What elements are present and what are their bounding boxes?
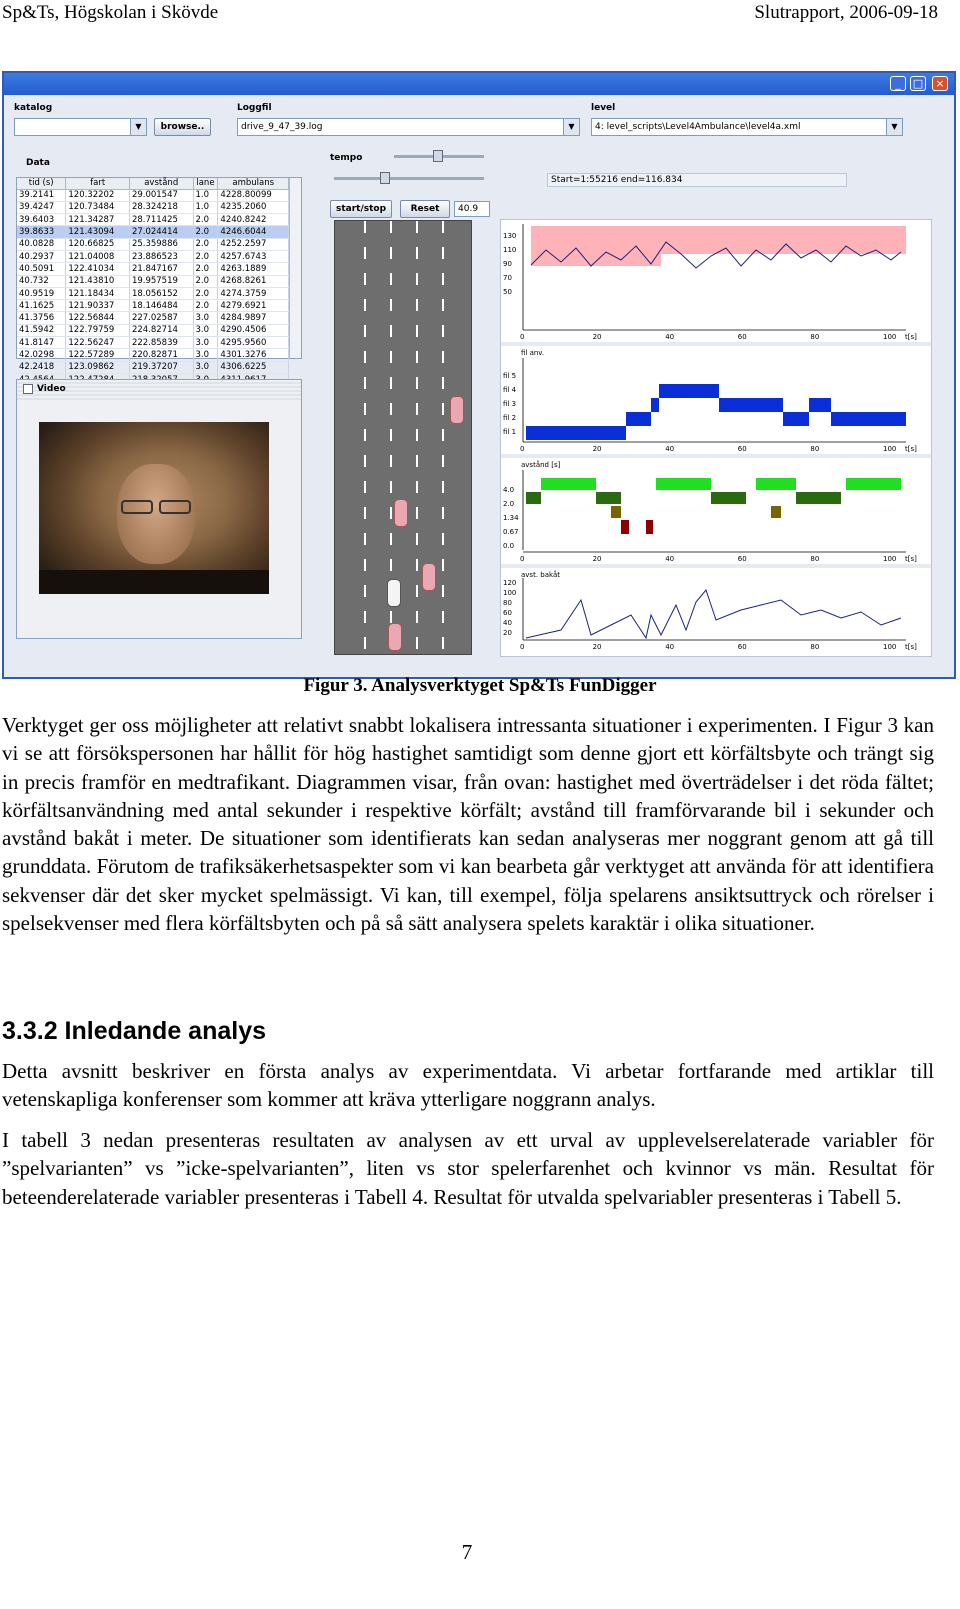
level-label: level <box>591 103 616 113</box>
table-cell: 39.2141 <box>17 189 66 201</box>
x-tick-label: 60 <box>737 445 747 453</box>
table-cell: 220.82871 <box>129 349 193 361</box>
paragraph-3: I tabell 3 nedan presenteras resultaten av analysen av ett urval av upplevelserelaterade variabler för ”spelvarianten” vs ”icke-spelvarianten”, liten vs stor spelerfarenhet och kvinnor vs män. Resultat för beteenderelaterade variabler presenteras i Tabell 4. Resultat för utvalda spelvariabler presenteras i Tabell 5. <box>2 1128 934 1209</box>
chevron-down-icon: ▼ <box>886 119 902 135</box>
window-titlebar <box>4 73 954 95</box>
back-tick-label: 100 <box>503 589 517 597</box>
glasses-right <box>159 500 191 514</box>
table-header-cell[interactable]: avstånd <box>129 178 193 189</box>
speed-violation-zone <box>531 226 906 254</box>
video-label: Video <box>37 384 66 394</box>
table-cell: 25.359886 <box>129 238 193 250</box>
table-cell: 3.0 <box>193 324 218 336</box>
table-cell: 4274.3759 <box>218 287 289 299</box>
tempo-label: tempo <box>330 153 363 163</box>
table-cell: 41.1625 <box>17 300 66 312</box>
table-cell: 40.2937 <box>17 250 66 262</box>
table-cell: 121.90337 <box>66 300 130 312</box>
minimize-icon[interactable]: _ <box>890 76 906 91</box>
car-icon <box>422 563 436 591</box>
table-row[interactable] <box>17 263 289 275</box>
chart-separator <box>501 454 931 458</box>
table-cell: 2.0 <box>193 287 218 299</box>
table-cell: 222.85839 <box>129 337 193 349</box>
speed-violation-zone <box>531 254 661 266</box>
reset-button[interactable]: Reset <box>400 200 450 218</box>
katalog-label: katalog <box>14 103 53 113</box>
table-cell: 121.04008 <box>66 250 130 262</box>
fundigger-window <box>2 71 956 679</box>
lane-bar <box>831 412 906 426</box>
video-checkbox[interactable] <box>23 384 33 394</box>
table-cell: 121.18434 <box>66 287 130 299</box>
table-cell: 1.0 <box>193 201 218 213</box>
distance-bar-olive <box>611 506 621 518</box>
x-tick-label: 60 <box>737 333 747 341</box>
back-tick-label: 40 <box>503 619 512 627</box>
table-row[interactable] <box>17 361 289 373</box>
table-cell: 122.57289 <box>66 349 130 361</box>
tempo-slider-thumb[interactable] <box>433 150 443 162</box>
x-tick-label: 20 <box>592 333 602 341</box>
distance-bar-dark <box>796 492 841 504</box>
x-tick-label: 0 <box>520 643 525 651</box>
speed-tick-label: 90 <box>503 260 512 268</box>
lane-bar <box>659 384 719 398</box>
table-cell: 18.146484 <box>129 300 193 312</box>
distance-bar-green <box>541 478 596 490</box>
x-tick-label: 40 <box>665 333 675 341</box>
table-row[interactable] <box>17 337 289 349</box>
table-row[interactable] <box>17 312 289 324</box>
x-tick-label: 60 <box>737 555 747 563</box>
distance-tick-label: 2.0 <box>503 500 515 508</box>
table-row[interactable] <box>17 226 289 238</box>
header-left: Sp&Ts, Högskolan i Skövde <box>2 2 219 23</box>
chart-panel <box>500 219 932 657</box>
table-cell: 123.09862 <box>66 361 130 373</box>
table-cell: 1.0 <box>193 189 218 201</box>
table-cell: 21.847167 <box>129 263 193 275</box>
table-cell: 4268.8261 <box>218 275 289 287</box>
lane-bar <box>651 398 659 412</box>
table-cell: 121.34287 <box>66 214 130 226</box>
table-cell: 2.0 <box>193 275 218 287</box>
browse-button[interactable]: browse.. <box>154 118 211 136</box>
table-cell: 4290.4506 <box>218 324 289 336</box>
table-cell: 4263.1889 <box>218 263 289 275</box>
maximize-icon[interactable]: □ <box>910 76 926 91</box>
lane-tick-label: fil 4 <box>503 386 517 394</box>
speed-tick-label: 110 <box>503 246 517 254</box>
car-icon <box>450 396 464 424</box>
x-tick-label: 80 <box>810 333 820 341</box>
x-tick-label: 0 <box>520 445 525 453</box>
figure-caption: Figur 3. Analysverktyget Sp&Ts FunDigger <box>303 675 657 696</box>
table-cell: 28.324218 <box>129 201 193 213</box>
table-row[interactable] <box>17 275 289 287</box>
section-heading: 3.3.2 Inledande analys <box>2 1017 267 1045</box>
table-cell: 28.711425 <box>129 214 193 226</box>
lane-tick-label: fil 2 <box>503 414 517 422</box>
table-cell: 4228.80099 <box>218 189 289 201</box>
distance-bar-dark <box>526 492 541 504</box>
table-cell: 4235.2060 <box>218 201 289 213</box>
back-tick-label: 20 <box>503 629 512 637</box>
table-cell: 4252.2597 <box>218 238 289 250</box>
lane-tick-label: fil 3 <box>503 400 517 408</box>
loggfil-label: Loggfil <box>237 103 272 113</box>
lane-bar <box>526 426 626 440</box>
lane-tick-label: fil 5 <box>503 372 517 380</box>
table-cell: 4279.6921 <box>218 300 289 312</box>
distance-bar-dark <box>711 492 746 504</box>
x-tick-label: 20 <box>592 643 602 651</box>
x-tick-label: 80 <box>810 643 820 651</box>
table-cell: 122.56844 <box>66 312 130 324</box>
back-distance-chart-title: avst. bakåt <box>521 571 560 579</box>
table-cell: 29.001547 <box>129 189 193 201</box>
x-tick-label: 0 <box>520 333 525 341</box>
chart-separator <box>501 342 931 346</box>
table-cell: 3.0 <box>193 349 218 361</box>
table-cell: 122.41034 <box>66 263 130 275</box>
table-row[interactable] <box>17 300 289 312</box>
x-tick-label: 20 <box>592 555 602 563</box>
x-tick-label: 40 <box>665 445 675 453</box>
distance-tick-label: 0.67 <box>503 528 519 536</box>
x-tick-label: 100 <box>883 643 897 651</box>
table-cell: 4257.6743 <box>218 250 289 262</box>
face-shape <box>117 464 195 564</box>
paragraph-2: Detta avsnitt beskriver en första analys av experimentdata. Vi arbetar fortfarande med artiklar till vetenskapliga konferenser som kommer att kräva ytterligare noggrann analys. <box>2 1059 934 1112</box>
table-header-cell[interactable]: ambulans <box>218 178 289 189</box>
player-car-icon <box>387 579 401 607</box>
table-row[interactable] <box>17 324 289 336</box>
road-lane-markings <box>335 221 473 656</box>
table-cell: 4301.3276 <box>218 349 289 361</box>
lane-bar <box>626 412 651 426</box>
table-cell: 42.2418 <box>17 361 66 373</box>
table-cell: 23.886523 <box>129 250 193 262</box>
distance-bar-red <box>646 520 653 534</box>
car-icon <box>388 623 402 651</box>
table-row[interactable] <box>17 287 289 299</box>
table-cell: 39.6403 <box>17 214 66 226</box>
table-cell: 27.024414 <box>129 226 193 238</box>
distance-chart-title: avstånd [s] <box>521 461 561 469</box>
table-cell: 42.0298 <box>17 349 66 361</box>
table-cell: 121.43810 <box>66 275 130 287</box>
glasses-left <box>121 500 153 514</box>
table-cell: 224.82714 <box>129 324 193 336</box>
lane-bar <box>783 412 809 426</box>
x-tick-label: 100 <box>883 445 897 453</box>
video-panel <box>16 379 302 639</box>
distance-tick-label: 4.0 <box>503 486 515 494</box>
table-row[interactable] <box>17 189 289 201</box>
back-distance-line <box>526 590 901 638</box>
table-row[interactable] <box>17 201 289 213</box>
table-cell: 2.0 <box>193 238 218 250</box>
close-icon[interactable]: × <box>932 76 948 91</box>
video-titlebar <box>17 380 301 400</box>
table-cell: 2.0 <box>193 250 218 262</box>
paragraph-1: Verktyget ger oss möjligheter att relativt snabbt lokalisera intressanta situationer i experimenten. I Figur 3 kan vi se att försökspersonen har hållit för hög hastighet samtidigt som denne gjort ett körfältsbyte och trängt sig in precis framför en medtrafikant. Diagrammen visar, från ovan: hastighet med överträdelser i det röda fältet; körfältsanvändning med antal sekunder i respektive körfält; avstånd till framförvarande bil i sekunder och avstånd bakåt i meter. De situationer som identifierats kan sedan analyseras mer noggrant genom att gå till grunddata. Förutom de trafiksäkerhetsaspekter som vi kan bearbeta går verktyget att använda för att identifiera sekvenser där det sker mycket spelmässigt. Vi kan, till exempel, följa spelarens ansiktsuttryck och rörelser i spelsekvenser med flera körfältsbyten och på så sätt analysera spelets karaktär i olika situationer. <box>2 713 934 936</box>
lane-chart-title: fil anv. <box>521 349 545 357</box>
table-cell: 4246.6044 <box>218 226 289 238</box>
distance-bar-olive <box>771 506 781 518</box>
distance-bar-green <box>846 478 901 490</box>
start-stop-button[interactable]: start/stop <box>330 200 392 218</box>
table-row[interactable] <box>17 214 289 226</box>
chart-separator <box>501 564 931 568</box>
table-cell: 120.73484 <box>66 201 130 213</box>
table-cell: 2.0 <box>193 226 218 238</box>
speed-tick-label: 70 <box>503 274 512 282</box>
lane-bar <box>809 398 831 412</box>
table-cell: 122.56247 <box>66 337 130 349</box>
table-cell: 219.37207 <box>129 361 193 373</box>
table-cell: 4240.8242 <box>218 214 289 226</box>
x-tick-label: 100 <box>883 333 897 341</box>
table-cell: 4284.9897 <box>218 312 289 324</box>
x-tick-label: 0 <box>520 555 525 563</box>
speed-tick-label: 50 <box>503 288 512 296</box>
lane-tick-label: fil 1 <box>503 428 517 436</box>
car-icon <box>394 499 408 527</box>
analysis-charts <box>501 220 931 656</box>
driver-face-video <box>39 422 269 594</box>
x-tick-label: t[s] <box>905 445 917 453</box>
distance-bar-red <box>621 520 629 534</box>
distance-bar-dark <box>596 492 621 504</box>
table-cell: 40.0828 <box>17 238 66 250</box>
back-tick-label: 80 <box>503 599 512 607</box>
data-label: Data <box>26 158 50 168</box>
table-cell: 41.8147 <box>17 337 66 349</box>
table-header-cell[interactable]: tid (s) <box>17 178 66 189</box>
table-cell: 18.056152 <box>129 287 193 299</box>
table-cell: 41.5942 <box>17 324 66 336</box>
chevron-down-icon: ▼ <box>130 119 146 135</box>
x-tick-label: 100 <box>883 555 897 563</box>
distance-bar-green <box>756 478 796 490</box>
x-tick-label: t[s] <box>905 643 917 651</box>
table-cell: 120.32202 <box>66 189 130 201</box>
table-cell: 39.4247 <box>17 201 66 213</box>
x-tick-label: 60 <box>737 643 747 651</box>
x-tick-label: t[s] <box>905 333 917 341</box>
distance-tick-label: 0.0 <box>503 542 515 550</box>
x-tick-label: 80 <box>810 555 820 563</box>
table-scrollbar[interactable] <box>289 178 301 358</box>
distance-tick-label: 1.34 <box>503 514 519 522</box>
header-right: Slutrapport, 2006-09-18 <box>754 2 938 23</box>
start-end-display: Start=1:55216 end=116.834 <box>547 173 847 187</box>
table-header-cell[interactable]: lane <box>193 178 218 189</box>
table-cell: 3.0 <box>193 312 218 324</box>
data-table[interactable] <box>16 177 302 373</box>
table-cell: 2.0 <box>193 214 218 226</box>
road-simulation-view <box>334 220 472 655</box>
x-tick-label: 80 <box>810 445 820 453</box>
position-slider-thumb[interactable] <box>380 172 390 184</box>
table-row[interactable] <box>17 250 289 262</box>
table-cell: 3.0 <box>193 361 218 373</box>
table-cell: 227.02587 <box>129 312 193 324</box>
table-row[interactable] <box>17 238 289 250</box>
table-cell: 4306.6225 <box>218 361 289 373</box>
table-cell: 4295.9560 <box>218 337 289 349</box>
table-cell: 120.66825 <box>66 238 130 250</box>
table-cell: 2.0 <box>193 300 218 312</box>
table-cell: 41.3756 <box>17 312 66 324</box>
table-cell: 39.8633 <box>17 226 66 238</box>
table-cell: 40.5091 <box>17 263 66 275</box>
loggfil-value: drive_9_47_39.log <box>241 122 323 132</box>
table-header-cell[interactable]: fart <box>66 178 130 189</box>
dashboard-shadow <box>39 570 269 594</box>
table-cell: 40.732 <box>17 275 66 287</box>
back-tick-label: 120 <box>503 579 517 587</box>
x-tick-label: 40 <box>665 555 675 563</box>
lane-bar <box>719 398 783 412</box>
level-combo[interactable] <box>591 118 903 136</box>
table-cell: 122.79759 <box>66 324 130 336</box>
x-tick-label: t[s] <box>905 555 917 563</box>
back-tick-label: 60 <box>503 609 512 617</box>
x-tick-label: 20 <box>592 445 602 453</box>
table-cell: 121.43094 <box>66 226 130 238</box>
table-cell: 40.9519 <box>17 287 66 299</box>
table-row[interactable] <box>17 349 289 361</box>
loggfil-combo[interactable] <box>237 118 580 136</box>
table-cell: 3.0 <box>193 337 218 349</box>
position-slider-track <box>334 177 484 180</box>
table-cell: 19.957519 <box>129 275 193 287</box>
x-tick-label: 40 <box>665 643 675 651</box>
level-value: 4: level_scripts\Level4Ambulance\level4a.xml <box>595 122 801 132</box>
reset-value-field[interactable]: 40.9 <box>454 201 490 217</box>
distance-bar-green <box>656 478 711 490</box>
speed-tick-label: 130 <box>503 232 517 240</box>
table-cell: 2.0 <box>193 263 218 275</box>
chevron-down-icon: ▼ <box>563 119 579 135</box>
page-number: 7 <box>461 1540 473 1564</box>
katalog-combo[interactable] <box>14 118 147 136</box>
